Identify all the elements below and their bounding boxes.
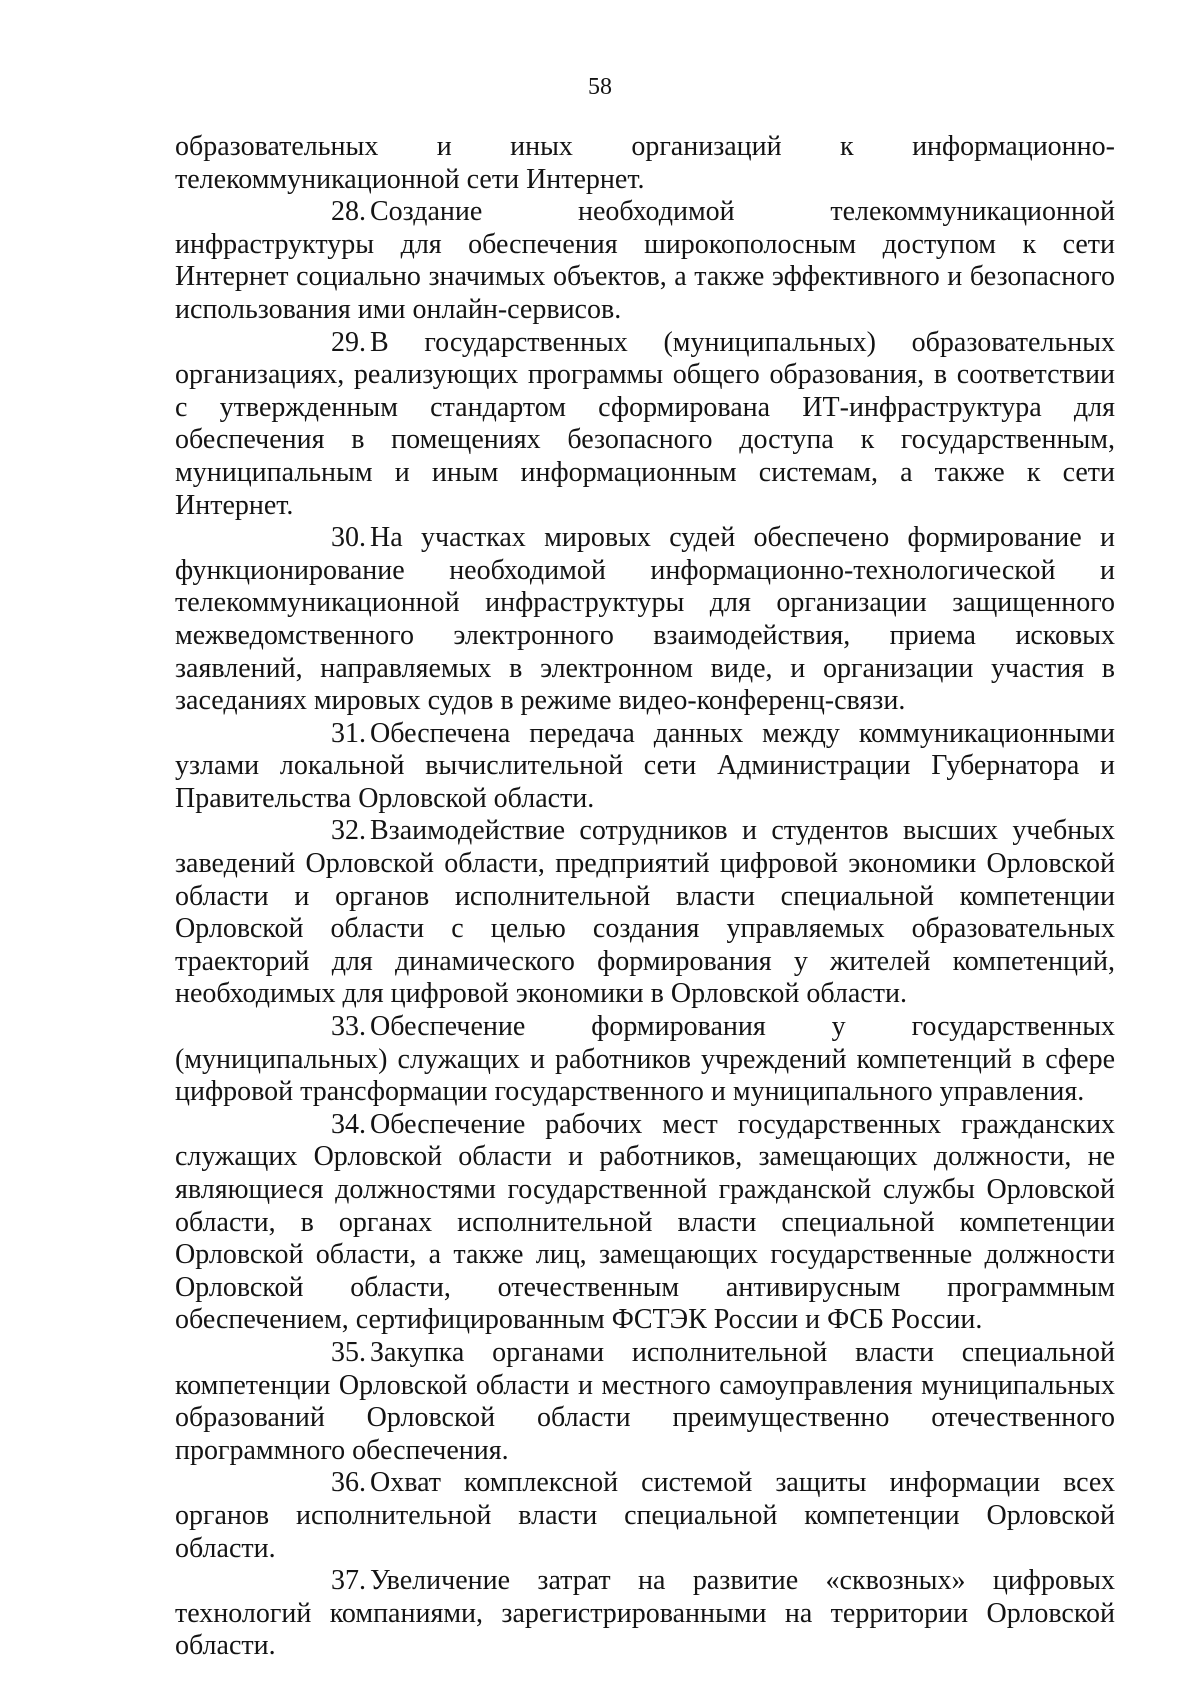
paragraph-number: 33. — [331, 1011, 366, 1043]
word: организаций — [631, 131, 782, 162]
paragraph-text: Обеспечена передача данных между коммуникационными узлами локальной вычислительной сети Администрации Губернатора и Правительства Орловской области. — [175, 717, 1115, 814]
paragraph-30 — [175, 522, 1115, 718]
paragraph-text: Создание необходимой телекоммуникационной инфраструктуры для обеспечения широкополосным доступом к сети Интернет социально значимых объектов, а также эффективного и безопасного использования ими онлайн-сервисов. — [175, 196, 1115, 325]
paragraph-number: 37. — [331, 1565, 366, 1597]
paragraph-number: 34. — [331, 1108, 366, 1140]
paragraph-continuation — [175, 131, 1115, 196]
paragraph-number: 35. — [331, 1336, 366, 1368]
page-number: 58 — [588, 74, 612, 100]
paragraph-number: 32. — [331, 815, 366, 847]
paragraph-33 — [175, 1011, 1115, 1109]
paragraph-text: телекоммуникационной сети Интернет. — [175, 163, 645, 195]
paragraph-number: 31. — [331, 717, 366, 749]
paragraph-number: 29. — [331, 326, 366, 358]
paragraph-text: На участках мировых судей обеспечено формирование и функционирование необходимой информационно-технологической и телекоммуникационной инфраструктуры для организации защищенного межведомственного электронного взаимодействия, приема исковых заявлений, направляемых в электронном виде, и организации участия в заседаниях мировых судов в режиме видео-конференц-связи. — [175, 522, 1115, 717]
paragraph-29 — [175, 327, 1115, 523]
paragraph-number: 36. — [331, 1467, 366, 1499]
paragraph-34 — [175, 1109, 1115, 1337]
paragraph-32 — [175, 815, 1115, 1011]
paragraph-text: Взаимодействие сотрудников и студентов высших учебных заведений Орловской области, предприятий цифровой экономики Орловской области и органов исполнительной власти специальной компетенции Орловской области с целью создания управляемых образовательных траекторий для динамического формирования у жителей компетенций, необходимых для цифровой экономики в Орловской области. — [175, 815, 1115, 1010]
paragraph-text: Охват комплексной системой защиты информации всех органов исполнительной власти специальной компетенции Орловской области. — [175, 1467, 1115, 1564]
document-body — [175, 131, 1115, 1663]
paragraph-37 — [175, 1565, 1115, 1663]
word: и — [436, 131, 452, 162]
continuation-first-line — [175, 131, 1115, 164]
paragraph-28 — [175, 196, 1115, 326]
paragraph-35 — [175, 1337, 1115, 1467]
paragraph-text: Закупка органами исполнительной власти специальной компетенции Орловской области и местного самоуправления муниципальных образований Орловской области преимущественно отечественного программного обеспечения. — [175, 1336, 1115, 1466]
word: образовательных — [175, 131, 379, 162]
paragraph-text: Увеличение затрат на развитие «сквозных» цифровых технологий компаниями, зарегистрированными на территории Орловской области. — [175, 1565, 1115, 1662]
word: иных — [510, 131, 573, 162]
paragraph-text: Обеспечение рабочих мест государственных гражданских служащих Орловской области и работников, замещающих должности, не являющиеся должностями государственной гражданской службы Орловской области, в органах исполнительной власти специальной компетенции Орловской области, а также лиц, замещающих государственные должности Орловской области, отечественным антивирусным программным обеспечением, сертифицированным ФСТЭК России и ФСБ России. — [175, 1108, 1115, 1336]
word: к — [840, 131, 854, 162]
paragraph-text: В государственных (муниципальных) образовательных организациях, реализующих программы общего образования, в соответствии с утвержденным стандартом сформирована ИТ-инфраструктура для обеспечения в помещениях безопасного доступа к государственным, муниципальным и иным информационным системам, а также к сети Интернет. — [175, 326, 1115, 521]
paragraph-text: Обеспечение формирования у государственных (муниципальных) служащих и работников учреждений компетенций в сфере цифровой трансформации государственного и муниципального управления. — [175, 1011, 1115, 1108]
paragraph-number: 30. — [331, 522, 366, 554]
paragraph-36 — [175, 1467, 1115, 1565]
paragraph-number: 28. — [331, 196, 366, 228]
paragraph-31 — [175, 718, 1115, 816]
word: информационно- — [912, 131, 1115, 162]
